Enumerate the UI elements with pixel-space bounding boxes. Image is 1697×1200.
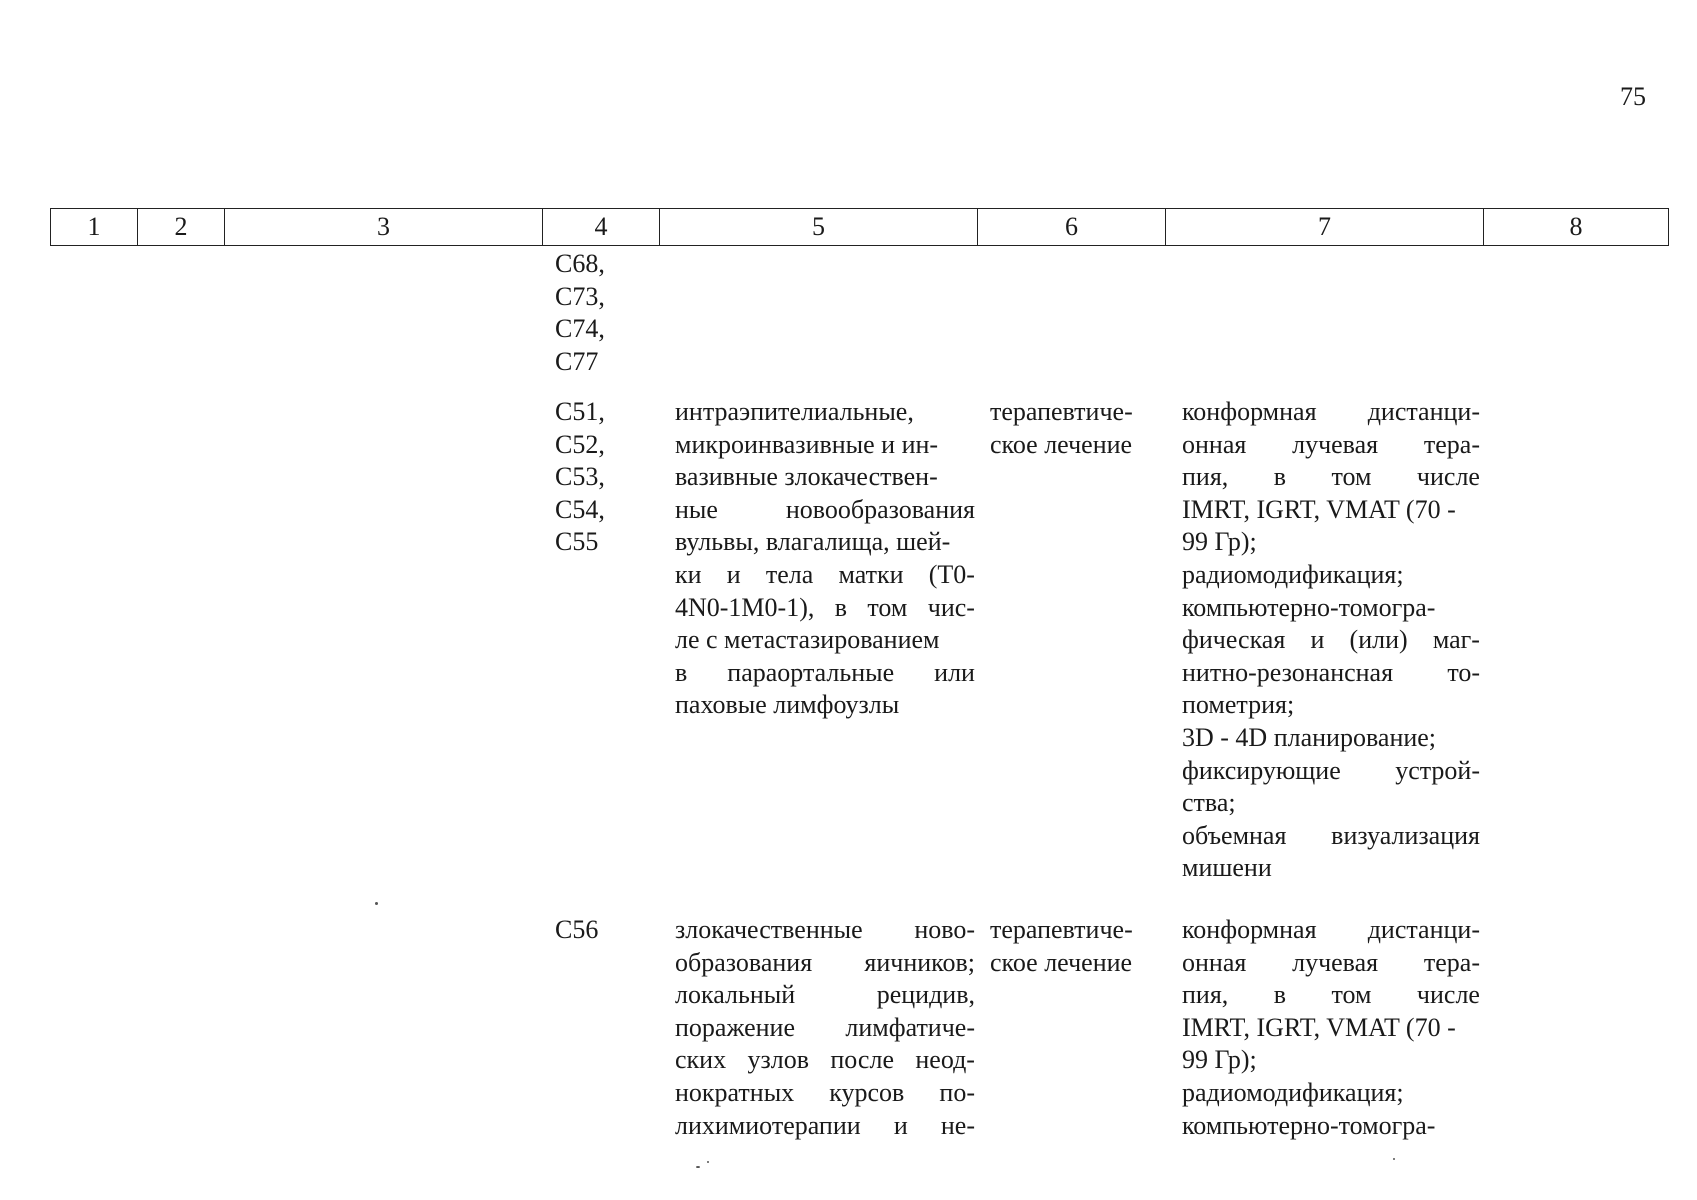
word: лихимиотерапии	[675, 1110, 861, 1140]
word: маг-	[1432, 625, 1480, 655]
row-3-description	[675, 914, 975, 1142]
word: онная	[1182, 429, 1247, 459]
word: в	[1273, 980, 1287, 1010]
word: не-	[940, 1110, 975, 1140]
word: ских	[675, 1045, 727, 1075]
column-number-3: 3	[225, 209, 543, 246]
word: 4N0-1М0-1),	[675, 592, 815, 622]
description-line	[675, 494, 975, 527]
column-number-2: 2	[138, 209, 225, 246]
word: тела	[765, 559, 814, 589]
word: устрой-	[1395, 755, 1480, 785]
word: после	[830, 1045, 894, 1075]
column-number-4: 4	[543, 209, 660, 246]
treatment-line: пометрия;	[1182, 690, 1295, 720]
word: пия,	[1182, 462, 1229, 492]
code-line: С68,	[555, 249, 605, 278]
word: узлов	[747, 1045, 809, 1075]
method-line: ское лечение	[990, 429, 1133, 459]
row-2-codes	[555, 396, 665, 559]
word: яичников;	[864, 947, 975, 977]
word: лучевая	[1292, 429, 1379, 459]
word: пия,	[1182, 980, 1229, 1010]
method-line: терапевтиче-	[990, 915, 1133, 944]
code-line: С56	[555, 915, 599, 944]
word: курсов	[829, 1077, 905, 1107]
word: ново-	[914, 915, 975, 944]
word: в	[834, 592, 848, 622]
scan-speck	[696, 1166, 700, 1168]
word: визуализация	[1331, 820, 1480, 850]
column-number-6: 6	[978, 209, 1166, 246]
treatment-line	[1182, 755, 1480, 788]
description-line: ле с метастазированием	[675, 625, 940, 655]
code-line: С74,	[555, 314, 605, 344]
code-line: С52,	[555, 429, 605, 459]
description-line	[675, 947, 975, 980]
word: конформная	[1182, 915, 1317, 944]
word: в	[675, 657, 688, 687]
description-line: паховые лимфоузлы	[675, 690, 900, 720]
description-line	[675, 1110, 975, 1143]
code-line: С77	[555, 346, 599, 376]
column-number-5: 5	[660, 209, 978, 246]
column-number-1: 1	[51, 209, 138, 246]
treatment-line: 99 Гр);	[1182, 1045, 1257, 1075]
word: фиксирующие	[1182, 755, 1341, 785]
word: конформная	[1182, 397, 1317, 426]
treatment-line	[1182, 820, 1480, 853]
method-line: ское лечение	[990, 947, 1133, 977]
table-header-row	[50, 208, 1669, 246]
row-2-method	[990, 396, 1165, 461]
word: тера-	[1423, 947, 1480, 977]
row-2-description	[675, 396, 975, 722]
word: по-	[939, 1077, 975, 1107]
word: чис-	[927, 592, 975, 622]
column-number-7: 7	[1166, 209, 1484, 246]
word: фическая	[1182, 625, 1286, 655]
word: локальный	[675, 980, 796, 1010]
word: ные	[675, 494, 718, 524]
treatment-line: 99 Гр);	[1182, 527, 1257, 557]
word: поражение	[675, 1012, 795, 1042]
row-3-treatment	[1182, 914, 1480, 1142]
treatment-line: радиомодификация;	[1182, 559, 1404, 589]
scan-speck	[707, 1161, 709, 1163]
word: нократных	[675, 1077, 795, 1107]
description-line: интраэпителиальные,	[675, 397, 914, 426]
description-line	[675, 1044, 975, 1077]
description-line	[675, 914, 975, 947]
treatment-line: компьютерно-томогра-	[1182, 592, 1436, 622]
word: дистанци-	[1367, 915, 1480, 944]
word: ки	[675, 559, 702, 589]
description-line	[675, 1077, 975, 1110]
code-line: С51,	[555, 397, 605, 426]
word: (Т0-	[928, 559, 975, 589]
word: или	[934, 657, 975, 687]
word: нитно-резонансная	[1182, 657, 1394, 687]
row-3-method	[990, 914, 1165, 979]
description-line: вазивные злокачествен-	[675, 462, 938, 492]
treatment-line: IMRT, IGRT, VMAT (70 -	[1182, 1012, 1456, 1042]
treatment-line	[1182, 914, 1480, 947]
treatment-line	[1182, 624, 1480, 657]
treatment-line	[1182, 947, 1480, 980]
treatment-line: компьютерно-томогра-	[1182, 1110, 1436, 1140]
treatment-line	[1182, 429, 1480, 462]
word: онная	[1182, 947, 1247, 977]
description-line: вульвы, влагалища, шей-	[675, 527, 951, 557]
word: том	[867, 592, 908, 622]
word: параортальные	[727, 657, 895, 687]
treatment-line	[1182, 979, 1480, 1012]
word: образования	[675, 947, 813, 977]
description-line	[675, 592, 975, 625]
page-number: 75	[1620, 82, 1646, 111]
word: в	[1273, 462, 1287, 492]
word: лучевая	[1292, 947, 1379, 977]
row-3-codes	[555, 914, 665, 947]
word: то-	[1447, 657, 1480, 687]
word: числе	[1416, 462, 1480, 492]
treatment-line	[1182, 657, 1480, 690]
row-2-treatment	[1182, 396, 1480, 885]
word: новообразования	[785, 494, 975, 524]
word: и	[1310, 625, 1325, 655]
description-line	[675, 657, 975, 690]
word: рецидив,	[876, 980, 975, 1010]
description-line	[675, 1012, 975, 1045]
treatment-line	[1182, 461, 1480, 494]
treatment-line: мишени	[1182, 853, 1272, 883]
word: дистанци-	[1367, 397, 1480, 426]
word: том	[1331, 980, 1372, 1010]
word: злокачественные	[675, 915, 863, 944]
treatment-line: IMRT, IGRT, VMAT (70 -	[1182, 494, 1456, 524]
word: числе	[1416, 980, 1480, 1010]
method-line: терапевтиче-	[990, 397, 1133, 426]
word: лимфатиче-	[845, 1012, 975, 1042]
word: матки	[838, 559, 904, 589]
scan-speck	[1393, 1158, 1395, 1160]
description-line: микроинвазивные и ин-	[675, 429, 939, 459]
word: и	[726, 559, 741, 589]
row-1-codes	[555, 248, 665, 378]
treatment-line: 3D - 4D планирование;	[1182, 722, 1437, 752]
treatment-line: радиомодификация;	[1182, 1077, 1404, 1107]
description-line	[675, 559, 975, 592]
code-line: С53,	[555, 462, 605, 492]
word: (или)	[1349, 625, 1408, 655]
word: тера-	[1423, 429, 1480, 459]
code-line: С55	[555, 527, 599, 557]
treatment-line: ства;	[1182, 788, 1236, 818]
word: и	[893, 1110, 908, 1140]
code-line: С73,	[555, 281, 605, 311]
word: неод-	[915, 1045, 975, 1075]
word: объемная	[1182, 820, 1287, 850]
code-line: С54,	[555, 494, 605, 524]
treatment-line	[1182, 396, 1480, 429]
column-number-8: 8	[1484, 209, 1669, 246]
word: том	[1331, 462, 1372, 492]
scan-speck	[375, 902, 378, 905]
description-line	[675, 979, 975, 1012]
